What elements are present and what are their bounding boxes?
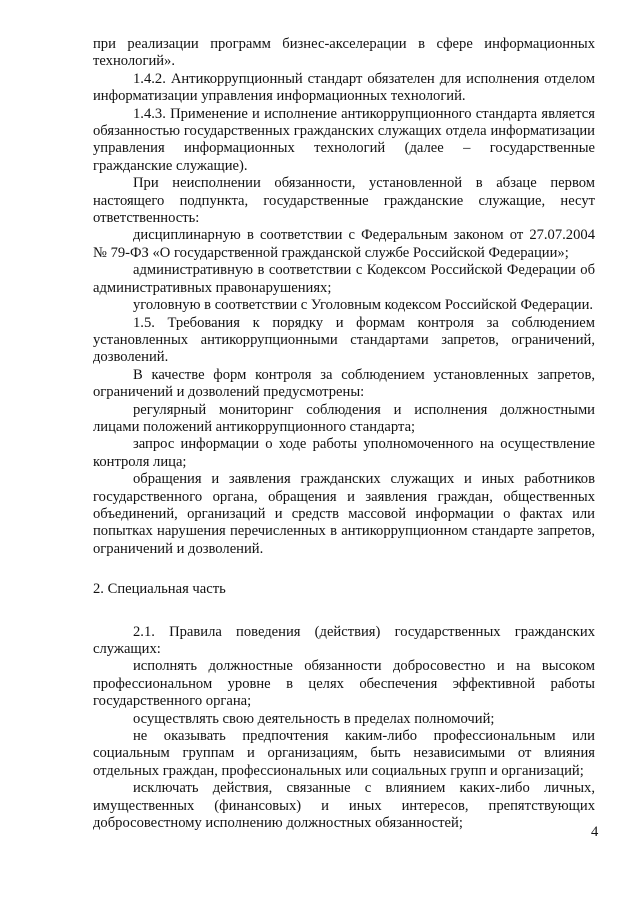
page-body [93,36,595,832]
paragraph: регулярный мониторинг соблюдения и исполнения должностными лицами положений антикоррупционного стандарта; [93,401,595,435]
paragraph: При неисполнении обязанности, установленной в абзаце первом настоящего подпункта, государственные гражданские служащие, несут ответственность: [93,175,595,227]
paragraph: дисциплинарную в соответствии с Федеральным законом от 27.07.2004 № 79-ФЗ «О государственной гражданской службе Российской Федерации»; [93,227,595,261]
paragraph: 1.4.2. Антикоррупционный стандарт обязателен для исполнения отделом информатизации управления информационных технологий. [93,70,595,105]
paragraph: В качестве форм контроля за соблюдением установленных запретов, ограничений и дозволений предусмотрены: [93,366,595,401]
paragraph: 1.5. Требования к порядку и формам контроля за соблюдением установленных антикоррупционными стандартами запретов, ограничений, дозволений. [93,314,595,366]
paragraph: обращения и заявления гражданских служащих и иных работников государственного органа, обращения и заявления граждан, общественных объединений, организаций и средств массовой информации о фактах или попытках нарушения перечисленных в антикоррупционном стандарте запретов, ограничений и дозволений. [93,471,595,557]
paragraph: запрос информации о ходе работы уполномоченного на осуществление контроля лица; [93,436,595,470]
paragraph: исполнять должностные обязанности добросовестно и на высоком профессиональном уровне в целях обеспечения эффективной работы государственного органа; [93,658,595,710]
paragraph: 1.4.3. Применение и исполнение антикоррупционного стандарта является обязанностью государственных гражданских служащих отдела информатизации управления информационных технологий (далее – государственные гражданские служащие). [93,105,595,174]
section-heading: 2. Специальная часть [93,581,226,598]
paragraph: исключать действия, связанные с влиянием каких-либо личных, имущественных (финансовых) и иных интересов, препятствующих добросовестному исполнению должностных обязанностей; [93,780,595,832]
paragraph: уголовную в соответствии с Уголовным кодексом Российской Федерации. [133,297,594,314]
paragraph: 2.1. Правила поведения (действия) государственных гражданских служащих: [93,623,595,657]
paragraph: административную в соответствии с Кодексом Российской Федерации об административных правонарушениях; [93,262,595,296]
paragraph: при реализации программ бизнес-акселерации в сфере информационных технологий». [93,36,595,70]
page-number: 4 [591,824,599,840]
paragraph: осуществлять свою деятельность в пределах полномочий; [133,710,495,727]
paragraph: не оказывать предпочтения каким-либо профессиональным или социальным группам и организациям, быть независимыми от влияния отдельных граждан, профессиональных или социальных групп и организаций; [93,728,595,779]
